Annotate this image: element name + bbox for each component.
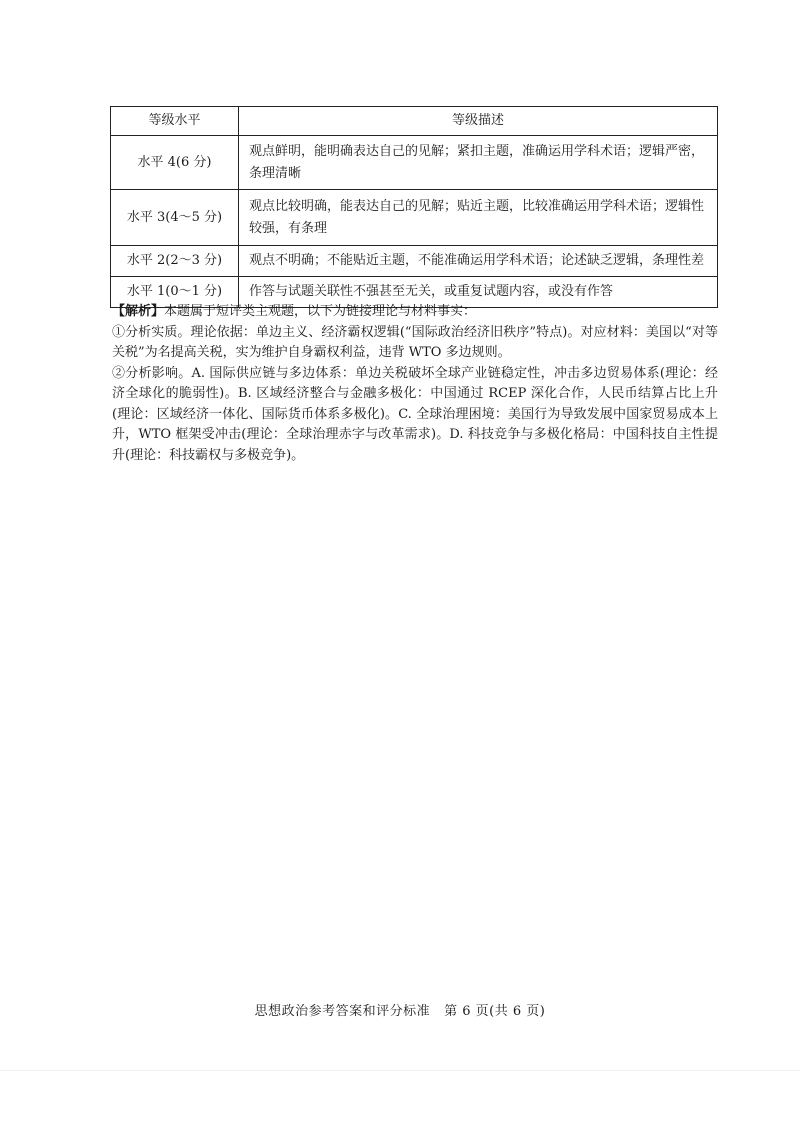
table-row xyxy=(111,246,718,277)
grading-table xyxy=(110,106,718,308)
table-header-row xyxy=(111,107,718,136)
header-level: 等级水平 xyxy=(111,107,239,136)
table-row xyxy=(111,136,718,190)
page-footer xyxy=(0,1000,800,1019)
footer-title: 思想政治参考答案和评分标准 xyxy=(254,1004,431,1019)
footer-page-number: 第 6 页(共 6 页) xyxy=(444,1004,546,1019)
analysis-point-1: ①分析实质。理论依据：单边主义、经济霸权逻辑(“国际政治经济旧秩序”特点)。对应材料：美国以“对等关税”为名提高关税，实为维护自身霸权利益，违背 WTO 多边规则。 xyxy=(112,324,718,360)
analysis-intro: 本题属于短评类主观题，以下为链接理论与材料事实： xyxy=(164,304,477,319)
level-cell: 水平 3(4～5 分) xyxy=(111,190,239,246)
level-cell: 水平 2(2～3 分) xyxy=(111,246,239,277)
description-cell: 作答与试题关联性不强甚至无关，或重复试题内容，或没有作答 xyxy=(239,277,718,308)
table-row xyxy=(111,190,718,246)
level-cell: 水平 1(0～1 分) xyxy=(111,277,239,308)
analysis-intro-paragraph xyxy=(112,302,718,323)
bottom-divider xyxy=(0,1070,800,1071)
description-cell: 观点鲜明，能明确表达自己的见解；紧扣主题，准确运用学科术语；逻辑严密，条理清晰 xyxy=(239,136,718,190)
level-cell: 水平 4(6 分) xyxy=(111,136,239,190)
header-description: 等级描述 xyxy=(239,107,718,136)
description-cell: 观点不明确；不能贴近主题，不能准确运用学科术语；论述缺乏逻辑，条理性差 xyxy=(239,246,718,277)
analysis-point-2: ②分析影响。A. 国际供应链与多边体系：单边关税破坏全球产业链稳定性，冲击多边贸易体系(理论：经济全球化的脆弱性)。B. 区域经济整合与金融多极化：中国通过 RCEP 深化合作，人民币结算占比上升(理论：区域经济一体化、国际货币体系多极化)。C. 全球治理困境：美国行为导致发展中国家贸易成本上升，WTO 框架受冲击(理论：全球治理赤字与改革需求)。D. 科技竞争与多极化格局：中国科技自主性提升(理论：科技霸权与多极竞争)。 xyxy=(112,365,718,463)
description-cell: 观点比较明确，能表达自己的见解；贴近主题，比较准确运用学科术语；逻辑性较强，有条理 xyxy=(239,190,718,246)
analysis-section xyxy=(112,302,718,466)
analysis-tag: 【解析】 xyxy=(112,304,165,319)
